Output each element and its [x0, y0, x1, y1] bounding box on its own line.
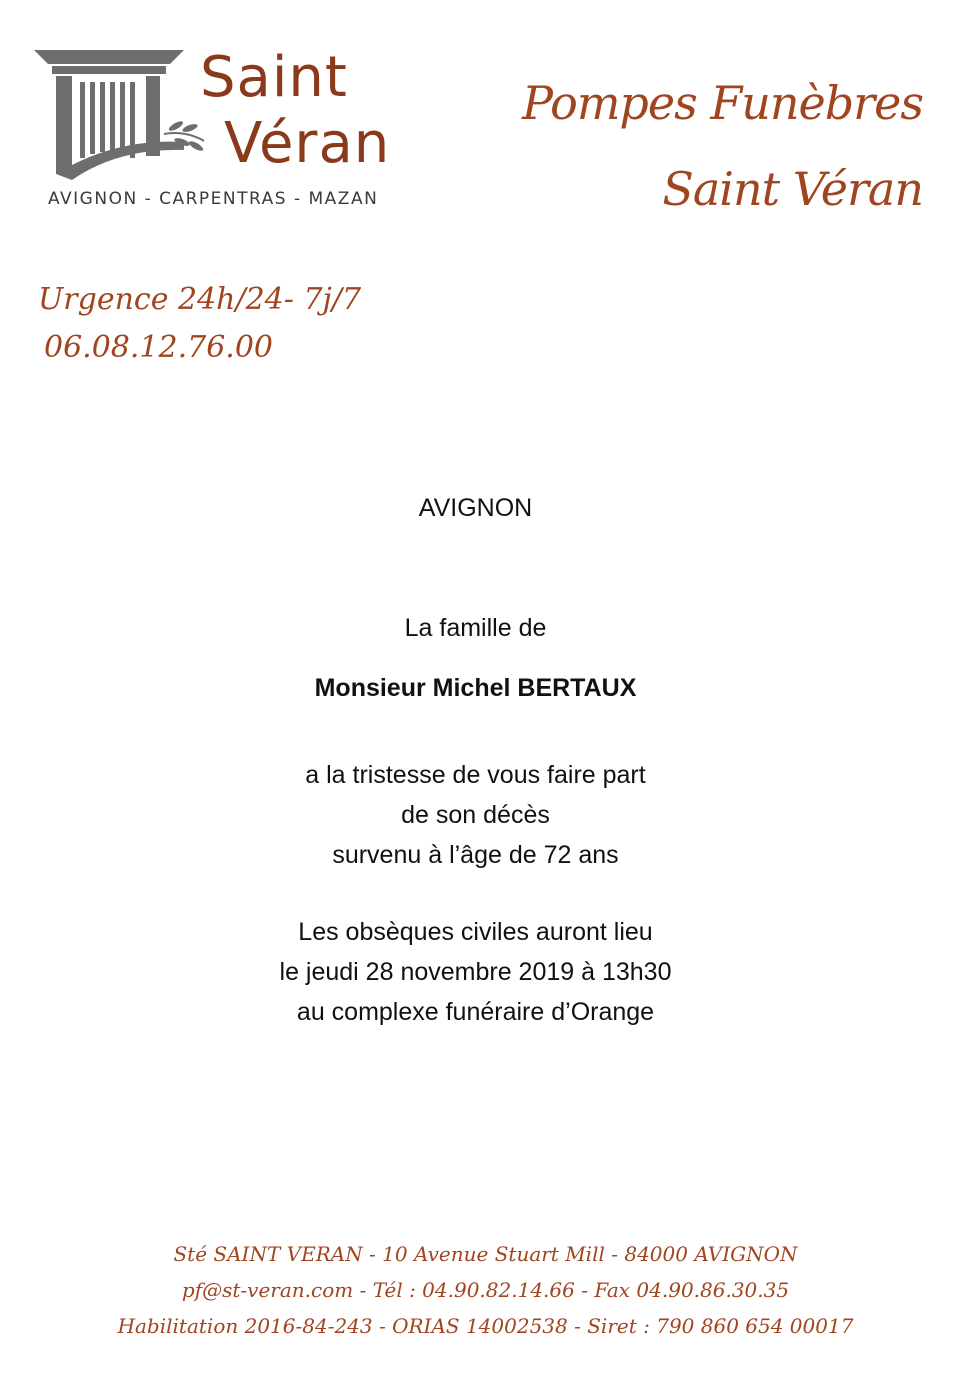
notice-city: AVIGNON [418, 494, 533, 522]
notice-message [0, 755, 961, 875]
logo-word-saint: Saint [200, 45, 348, 110]
footer-contact: pf@st-veran.com - Tél : 04.90.82.14.66 - Fax 04.90.86.30.35 [181, 1278, 790, 1302]
deceased-name: Monsieur Michel BERTAUX [314, 674, 637, 702]
logo-word-veran: Véran [224, 111, 391, 176]
company-logo [34, 46, 434, 222]
notice-intro: La famille de [404, 614, 547, 642]
message-line-3: survenu à l’âge de 72 ans [332, 841, 619, 869]
funeral-details [0, 912, 961, 1032]
company-title-line1: Pompes Funèbres [522, 76, 923, 130]
message-line-2: de son décès [401, 801, 550, 829]
emergency-label: Urgence 24h/24- 7j/7 [38, 282, 362, 317]
logo-cities: AVIGNON - CARPENTRAS - MAZAN [48, 189, 379, 209]
footer-registration: Habilitation 2016-84-243 - ORIAS 14002538 - Siret : 790 860 654 00017 [117, 1314, 854, 1338]
column-with-olive-branch-icon [34, 46, 204, 186]
funeral-line-3: au complexe funéraire d’Orange [296, 998, 655, 1026]
funeral-line-2: le jeudi 28 novembre 2019 à 13h30 [279, 958, 672, 986]
company-title [522, 60, 923, 232]
emergency-phone: 06.08.12.76.00 [44, 330, 274, 365]
funeral-line-1: Les obsèques civiles auront lieu [298, 918, 653, 946]
emergency-contact [38, 276, 361, 372]
message-line-1: a la tristesse de vous faire part [305, 761, 646, 789]
company-title-line2: Saint Véran [662, 162, 923, 216]
footer-address: Sté SAINT VERAN - 10 Avenue Stuart Mill - 84000 AVIGNON [173, 1242, 798, 1266]
company-footer [0, 1236, 971, 1344]
